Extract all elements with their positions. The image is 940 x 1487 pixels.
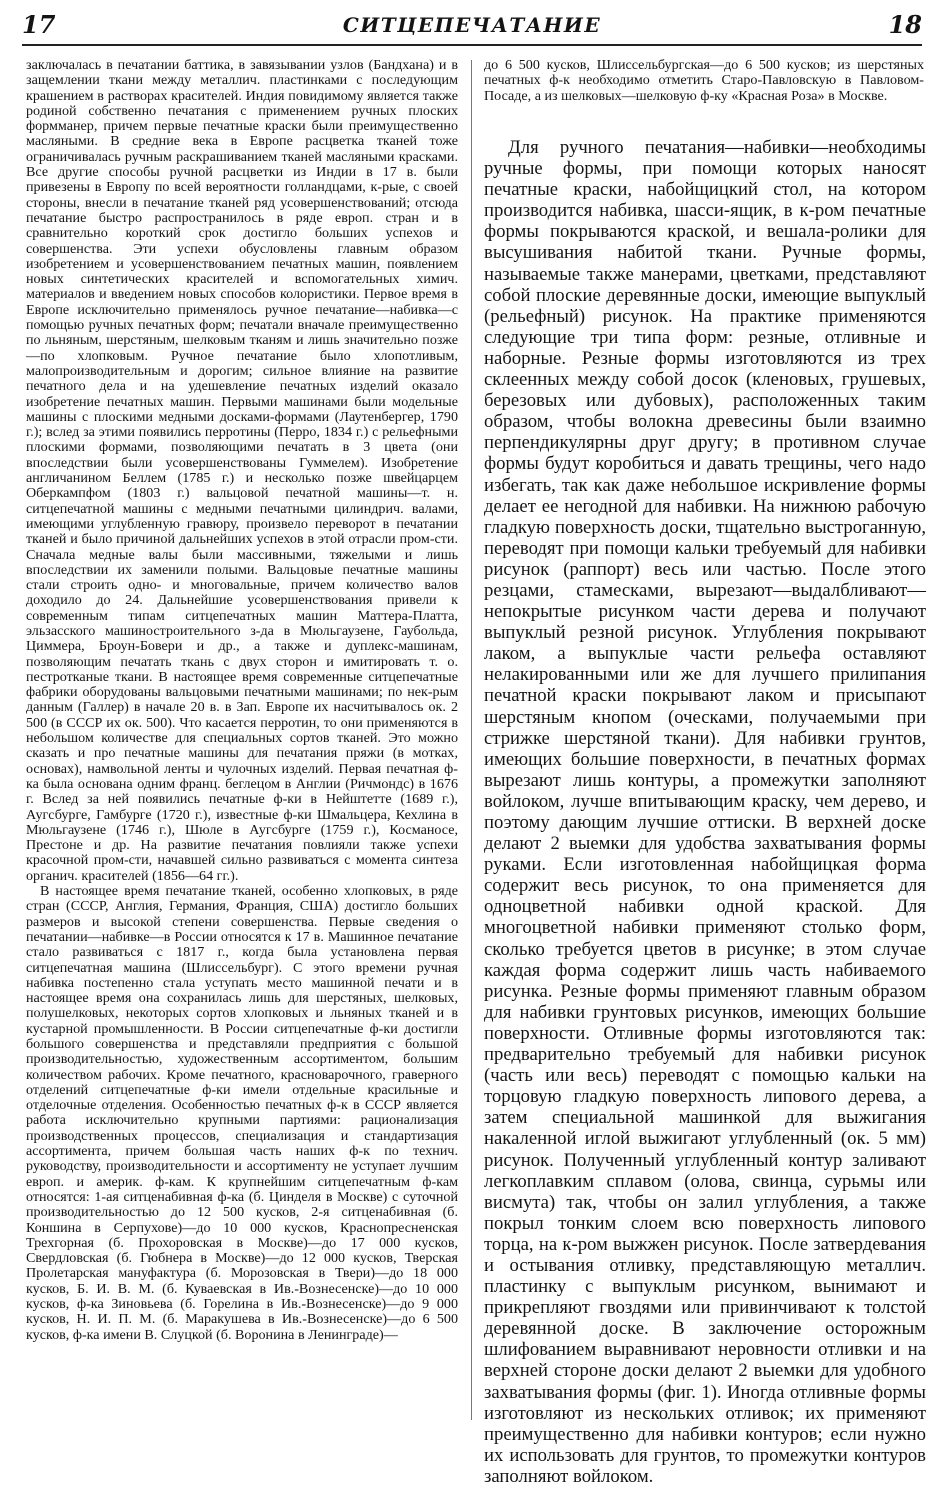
running-header: [22, 4, 922, 46]
page-number-left: 17: [22, 10, 56, 39]
hand-printing-paragraph: Для ручного печатания—набивки—необходимы ручные формы, при помощи которых наносят печатные краски, набойщицкий стол, на котором производится набивка, шасси-ящик, в к-ром печатные формы покрываются краской, и вешала-ролики для высушивания набитой ткани. Ручные формы, называемые также манерами, цветками, представляют собой плоские деревянные доски, имеющие выпуклый (рельефный) рисунок. На практике применяются следующие три типа форм: резные, отливные и наборные. Резные формы изготовляются из трех склеенных между собой досок (кленовых, грушевых, березовых или дубовых), расположенных таким образом, чтобы волокна древесины были взаимно перпендикулярны друг другу; в противном случае формы будут коробиться и давать трещины, чего надо избегать, так как даже небольшое искривление формы делает ее негодной для набивки. На нижнюю рабочую гладкую поверхность доски, тщательно выстроганную, переводят при помощи кальки требуемый для набивки рисунок (раппорт) весь или частью. После этого резцами, стамесками, вырезают—выдалбливают—непокрытые рисунком части дерева и получают выпуклый резной рисунок. Углубления покрывают лаком, а выпуклые части рельефа оставляют нелакированными или же для лучшего прилипания печатной краски покрывают лаком и присыпают шерстяным кнопом (оческами, получаемыми при стрижке шерстяной ткани). Для набивки грунтов, имеющих большие поверхности, в печатных формах вырезают лишь контуры, а промежутки заполняют войлоком, лучше впитывающим краску, чем дерево, и поэтому дающим лучшие оттиски. В верхней доске делают 2 выемки для удобства захватывания формы руками. Если изготовленная набойщицкая форма содержит весь рисунок, то она применяется для одноцветной набивки одной краской. Для многоцветной набивки применяют столько форм, сколько требуется цветов в рисунке; в этом случае каждая форма содержит лишь часть набиваемого рисунка. Резные формы применяют главным образом для набивки грунтовых рисунков, имеющих большие поверхности. Отливные формы изготовляются так: предварительно требуемый для набивки рисунок (часть или весь) переводят с помощью кальки на торцовую гладкую поверхность липового дерева, а затем специальной машинкой для выжигания накаленной иглой выжигают углубленный (ок. 5 мм) рисунок. Полученный углубленный контур заливают легкоплавким сплавом (олова, свинца, сурьмы или висмута) так, чтобы он залил углубления, а также покрыл тонким слоем всю поверхность липового торца, на к-ром выжжен рисунок. После затвердевания и остывания отливку, представляющую металлич. пластинку с выпуклым рисунком, вынимают и прикрепляют гвоздями или привинчивают к толстой деревянной доске. В заключение осторожным шлифованием выравнивают неровности отливки и на верхней стороне доски делают 2 выемки для удобного захватывания формы (фиг. 1). Иногда отливные формы изготовляют из нескольких отливок; их применяют преимущественно для набивки контуров; если нужно их использовать для грунтов, то промежутки контуров заполняют войлоком.: [484, 137, 926, 1487]
page-number-right: 18: [888, 10, 922, 39]
page-title: СИТЦЕПЕЧАТАНИЕ: [342, 13, 602, 37]
left-paragraph-2: В настоящее время печатание тканей, особенно хлопковых, в ряде стран (СССР, Англия, Германия, Франция, США) достигло больших размеров и высокой степени совершенства. Первые сведения о печатании—набивке—в России относятся к 17 в. Машинное печатание стало развиваться с 1817 г., когда была установлена первая ситцепечатная машина (Шлиссельбург). С этого времени ручная набивка постепенно стала уступать место машинной печати и в настоящее время она сохранилась лишь для шерстяных, шелковых, полушелковых, некоторых сортов хлопковых и льняных тканей и в кустарной промышленности. В России ситцепечатные ф-ки достигли большого совершенства и представляли предприятия с большой производительностью, художественным ассортиментом, большим количеством рабочих. Кроме печатного, красноварочного, граверного отделений ситцепечатные ф-ки имели отдельные красильные и отделочные отделения. Особенностью печатных ф-к в СССР является работа исключительно крупными партиями: рационализация производственных процессов, специализация и стандартизация ассортимента, причем большая часть наших ф-к по технич. руководству, производительности и ассортименту не уступает лучшим европ. и америк. ф-кам. К крупнейшим ситцепечатным ф-кам относятся: 1-ая ситценабивная ф-ка (б. Цинделя в Москве) с суточной производительностью до 12 500 кусков, 2-я ситценабивная (б. Коншина в Серпухове)—до 10 000 кусков, Краснопресненская Трехгорная (б. Прохоровская в Москве)—до 17 000 кусков, Свердловская (б. Гюбнера в Москве)—до 12 000 кусков, Тверская Пролетарская мануфактура (б. Морозовская в Твери)—до 18 000 кусков, Б. И. В. М. (б. Куваевская в Ив.-Вознесенске)—до 10 000 кусков, ф-ка Зиновьева (б. Горелина в Ив.-Вознесенске)—до 9 000 кусков, Н. И. П. М. (б. Маракушева в Ив.-Вознесенске)—до 6 500 кусков, ф-ка имени В. Слуцкой (б. Воронина в Ленинграде)—: [26, 883, 458, 1343]
column-divider: [471, 60, 472, 1420]
right-paragraph-continuation: до 6 500 кусков, Шлиссельбургская—до 6 500 кусков; из шерстяных печатных ф-к необходимо отметить Старо-Павловскую в Павловом-Посаде, а из шелковых—шелковую ф-ку «Красная Роза» в Москве.: [484, 57, 924, 104]
right-column-top: [484, 58, 924, 104]
left-column: [26, 58, 458, 1343]
right-column-main: [484, 137, 926, 1487]
left-paragraph-1: заключалась в печатании баттика, в завязывании узлов (Бандхана) и в защемлении ткани между металлич. пластинками с последующим крашением в растворах красителей. Индия повидимому является также родиной собственно печатания с применением ручных плоских формманер, причем первые печатные краски были преимущественно масляными. В средние века в Европе расцветка тканей тоже ограничивалась ручным раскрашиванием тканей масляными красками. Все другие способы ручной расцветки из Индии в 17 в. были привезены в Европу по всей вероятности голландцами, к-рые, с своей стороны, внесли в печатание тканей ряд усовершенствований; отсюда печатание быстро распространилось в ряде европ. стран и в сравнительно короткий срок достигло больших успехов и совершенства. Эти успехи обусловлены главным образом изобретением и усовершенствованием печатных машин, появлением новых синтетических красителей и вспомогательных химич. материалов и введением новых способов колористики. Первое время в Европе исключительно применялось ручное печатание—набивка—с помощью ручных печатных форм; печатали вначале преимущественно по льняным, шерстяным, шелковым тканям и лишь значительно позже—по хлопковым. Ручное печатание было хлопотливым, малопроизводительным и дорогим; сильное влияние на развитие печатного дела и на удешевление печатных изделий оказало изобретение печатных машин. Первыми машинами были модельные машины с плоскими медными досками-формами (Лаутенбергер, 1790 г.); вслед за этими появились перротины (Перро, 1834 г.) с рельефными плоскими формами, позволяющими печатать в 3 цвета (они впоследствии были усовершенствованы Гуммелем). Изобретение англичанином Беллем (1785 г.) и несколько позже швейцарцем Оберкампфом (1803 г.) вальцовой печатной машины—т. н. ситцепечатной машины с медными печатными цилиндрич. валами, имеющими углубленную гравюру, произвело переворот в печатании тканей и было причиной дальнейших успехов в этой отрасли пром-сти. Сначала медные валы были массивными, тяжелыми и лишь впоследствии их заменили полыми. Вальцовые печатные машины стали строить одно- и многовальные, причем количество валов доходило до 24. Дальнейшие усовершенствования привели к современным типам ситцепечатных машин Маттера-Платта, эльзасского машиностроительного з-да в Мюльгаузене, Гаубольда, Циммера, Броун-Бовери и др., а также и дуплекс-машинам, позволяющим печатать ткань с двух сторон и имитировать т. о. пестротканые ткани. В настоящее время современные ситцепечатные фабрики оборудованы вальцовыми печатными машинами; по нек-рым данным (Галлер) в начале 20 в. в Зап. Европе их насчитывалось ок. 2 500 (в СССР их ок. 500). Что касается перротин, то они применяются в небольшом количестве для специальных сортов тканей. Это можно сказать и про печатные машины для печатания пряжи (в мотках, основах), намвольной ленты и чулочных изделий. Первая печатная ф-ка была основана одним франц. беглецом в Англии (Ричмондс) в 1676 г. Вслед за ней появились печатные ф-ки в Нейштетте (1689 г.), Аугсбурге, Гамбурге (1720 г.), известные ф-ки Шмальцера, Кехлина в Мюльгаузене (1746 г.), Шюле в Аугсбурге (1759 г.), Косманосе, Престоне и др. На развитие печатания повлияли также успехи красочной пром-сти, начавшей сильно развиваться с момента синтеза органич. красителей (1856—64 гг.).: [26, 57, 458, 884]
